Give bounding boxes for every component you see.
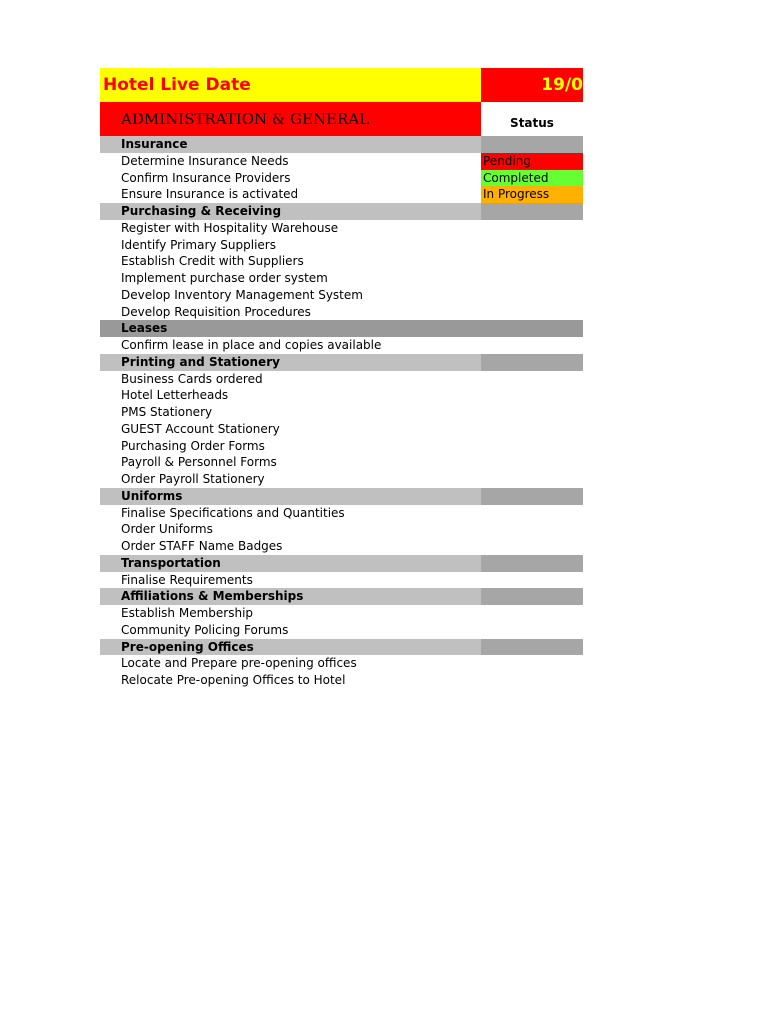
status-cell[interactable] [481,521,583,538]
task-row [100,304,583,321]
status-cell[interactable] [481,337,583,354]
task-row [100,404,583,421]
status-cell[interactable] [481,588,583,605]
section-header-row [100,136,583,153]
task-row [100,521,583,538]
task-cell[interactable]: Business Cards ordered [121,371,263,386]
status-cell[interactable] [481,605,583,622]
task-cell[interactable]: Community Policing Forums [121,622,289,637]
task-cell[interactable]: Confirm lease in place and copies available [121,338,382,352]
status-cell[interactable] [481,203,583,220]
task-cell[interactable]: GUEST Account Stationery [121,421,280,436]
task-row [100,471,583,488]
section-header-row [100,354,583,371]
status-cell[interactable] [481,253,583,270]
department-heading[interactable]: ADMINISTRATION & GENERAL [100,102,481,136]
task-row [100,186,583,203]
status-cell[interactable] [481,287,583,304]
status-cell[interactable] [481,220,583,237]
task-row [100,270,583,287]
task-cell[interactable]: Locate and Prepare pre-opening offices [121,656,357,671]
status-cell[interactable]: In Progress [481,186,583,203]
section-header-row [100,588,583,605]
section-header-row [100,488,583,505]
task-row [100,237,583,254]
task-cell[interactable]: Order STAFF Name Badges [121,539,283,553]
section-title-cell[interactable]: Transportation [100,555,481,572]
task-cell[interactable]: Payroll & Personnel Forms [121,455,277,470]
task-cell[interactable]: Implement purchase order system [121,271,328,285]
task-row [100,421,583,438]
section-title-cell[interactable]: Purchasing & Receiving [100,203,481,220]
task-row [100,454,583,471]
task-cell[interactable]: Purchasing Order Forms [121,438,265,453]
status-cell[interactable] [481,672,583,689]
section-header-row [100,203,583,220]
task-row [100,538,583,555]
status-cell[interactable] [481,320,583,337]
section-title-cell[interactable]: Leases [100,320,481,337]
status-cell[interactable] [481,471,583,488]
task-row [100,438,583,455]
task-row [100,220,583,237]
status-cell[interactable] [481,538,583,555]
section-title-cell[interactable]: Uniforms [100,488,481,505]
task-cell[interactable]: Develop Requisition Procedures [121,304,311,319]
status-column-header[interactable]: Status [481,102,583,136]
status-cell[interactable] [481,639,583,656]
status-cell[interactable]: Completed [481,170,583,187]
task-cell[interactable]: PMS Stationery [121,405,213,419]
status-cell[interactable] [481,421,583,438]
task-cell[interactable]: Register with Hospitality Warehouse [121,220,339,235]
status-cell[interactable] [481,304,583,321]
status-cell[interactable] [481,454,583,471]
task-row [100,655,583,672]
task-cell[interactable]: Finalise Requirements [121,572,253,587]
task-cell[interactable]: Finalise Specifications and Quantities [121,505,345,520]
task-row [100,622,583,639]
status-cell[interactable] [481,270,583,287]
task-row [100,505,583,522]
task-cell[interactable]: Hotel Letterheads [121,388,229,403]
task-row [100,387,583,404]
task-row [100,572,583,589]
section-header-row [100,639,583,656]
hotel-live-date-value[interactable]: 19/0 [481,68,583,102]
section-title-cell[interactable]: Pre-opening Offices [100,639,481,656]
task-row [100,153,583,170]
task-row [100,672,583,689]
status-cell[interactable] [481,488,583,505]
task-cell[interactable]: Establish Membership [121,606,254,620]
task-row [100,170,583,187]
task-row [100,337,583,354]
status-cell[interactable]: Pending [481,153,583,170]
section-header-row [100,555,583,572]
task-row [100,253,583,270]
task-row [100,371,583,388]
status-cell[interactable] [481,572,583,589]
checklist-rows [100,136,583,689]
status-cell[interactable] [481,136,583,153]
task-cell[interactable]: Develop Inventory Management System [121,287,363,302]
task-cell[interactable]: Ensure Insurance is activated [121,187,299,202]
status-cell[interactable] [481,438,583,455]
checklist-sheet [100,68,583,689]
task-cell[interactable]: Confirm Insurance Providers [121,170,291,185]
header-row [100,102,583,136]
section-title-cell[interactable]: Insurance [100,136,481,153]
task-cell[interactable]: Establish Credit with Suppliers [121,254,304,269]
status-cell[interactable] [481,371,583,388]
section-title-cell[interactable]: Printing and Stationery [100,354,481,371]
task-cell[interactable]: Order Payroll Stationery [121,472,265,486]
task-cell[interactable]: Relocate Pre-opening Offices to Hotel [121,673,346,687]
status-cell[interactable] [481,655,583,672]
task-cell[interactable]: Order Uniforms [121,522,213,537]
status-cell[interactable] [481,404,583,421]
task-row [100,287,583,304]
status-cell[interactable] [481,354,583,371]
status-cell[interactable] [481,622,583,639]
task-cell[interactable]: Identify Primary Suppliers [121,237,276,252]
status-cell[interactable] [481,237,583,254]
section-title-cell[interactable]: Affiliations & Memberships [100,588,481,605]
status-cell[interactable] [481,505,583,522]
status-cell[interactable] [481,555,583,572]
title-row [100,68,583,102]
section-header-row [100,320,583,337]
status-cell[interactable] [481,387,583,404]
hotel-live-date-label[interactable]: Hotel Live Date [100,68,481,102]
task-row [100,605,583,622]
task-cell[interactable]: Determine Insurance Needs [121,153,289,168]
